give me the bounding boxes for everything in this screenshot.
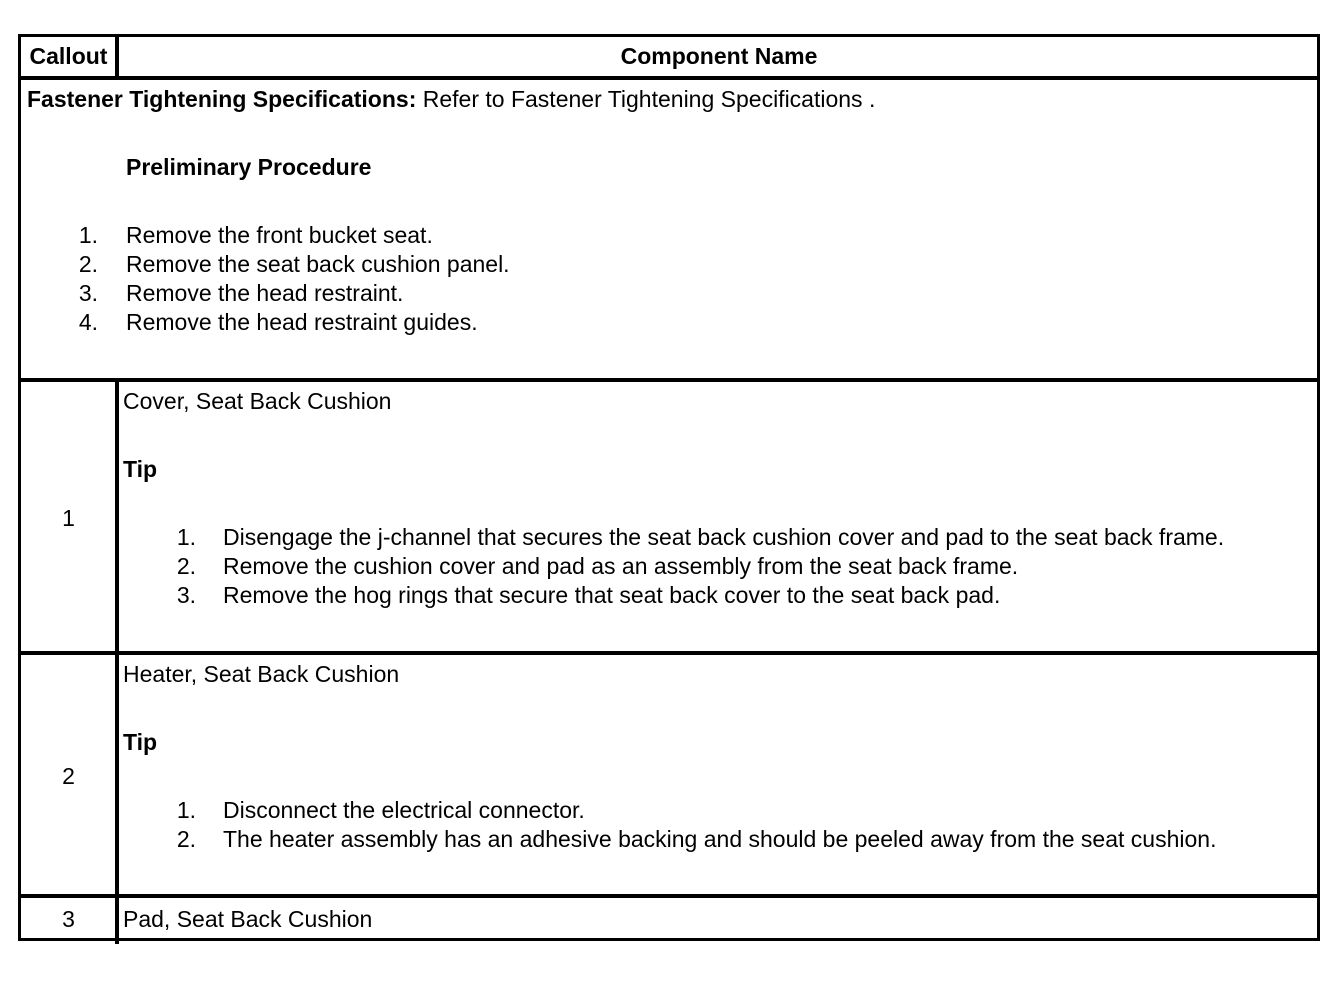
tip-step-text: The heater assembly has an adhesive backing and should be peeled away from the seat cushion. xyxy=(223,826,1217,852)
intro-step-number: 3. xyxy=(78,280,98,306)
tip-step-text: Remove the cushion cover and pad as an assembly from the seat back frame. xyxy=(223,553,1019,579)
intro-step-text: Remove the head restraint. xyxy=(126,280,404,306)
component-table xyxy=(18,34,1320,941)
row-2-border xyxy=(21,894,1317,898)
header-row-border xyxy=(21,76,1317,80)
tip-step-text: Remove the hog rings that secure that seat back cover to the seat back pad. xyxy=(223,582,1001,608)
tip-label: Tip xyxy=(123,729,158,755)
intro-step-text: Remove the head restraint guides. xyxy=(126,309,478,335)
header-component-name: Component Name xyxy=(620,43,818,69)
component-name: Heater, Seat Back Cushion xyxy=(123,661,400,687)
intro-row-border xyxy=(21,378,1317,382)
intro-step-number: 2. xyxy=(78,251,98,277)
component-name: Cover, Seat Back Cushion xyxy=(123,388,392,414)
intro-step-number: 1. xyxy=(78,222,98,248)
tip-step-number: 2. xyxy=(176,553,196,579)
tip-step-text: Disconnect the electrical connector. xyxy=(223,797,585,823)
column-divider-body xyxy=(115,380,119,944)
intro-step-text: Remove the front bucket seat. xyxy=(126,222,433,248)
intro-step-number: 4. xyxy=(78,309,98,335)
tip-step-number: 1. xyxy=(176,524,196,550)
tip-step-number: 2. xyxy=(176,826,196,852)
preliminary-procedure-heading: Preliminary Procedure xyxy=(126,154,372,180)
tip-label: Tip xyxy=(123,456,158,482)
callout-number: 2 xyxy=(62,763,75,789)
tip-step-number: 3. xyxy=(176,582,196,608)
callout-number: 3 xyxy=(62,906,75,932)
tip-step-number: 1. xyxy=(176,797,196,823)
fastener-spec-line xyxy=(27,85,875,114)
intro-step-text: Remove the seat back cushion panel. xyxy=(126,251,510,277)
fastener-spec-label: Fastener Tightening Specifications: xyxy=(27,86,417,112)
component-name: Pad, Seat Back Cushion xyxy=(123,906,373,932)
callout-number: 1 xyxy=(62,505,75,531)
tip-step-text: Disengage the j-channel that secures the seat back cushion cover and pad to the seat back frame. xyxy=(223,524,1225,550)
header-callout: Callout xyxy=(29,43,108,69)
fastener-spec-text: Refer to Fastener Tightening Specifications . xyxy=(416,86,876,112)
row-1-border xyxy=(21,651,1317,655)
